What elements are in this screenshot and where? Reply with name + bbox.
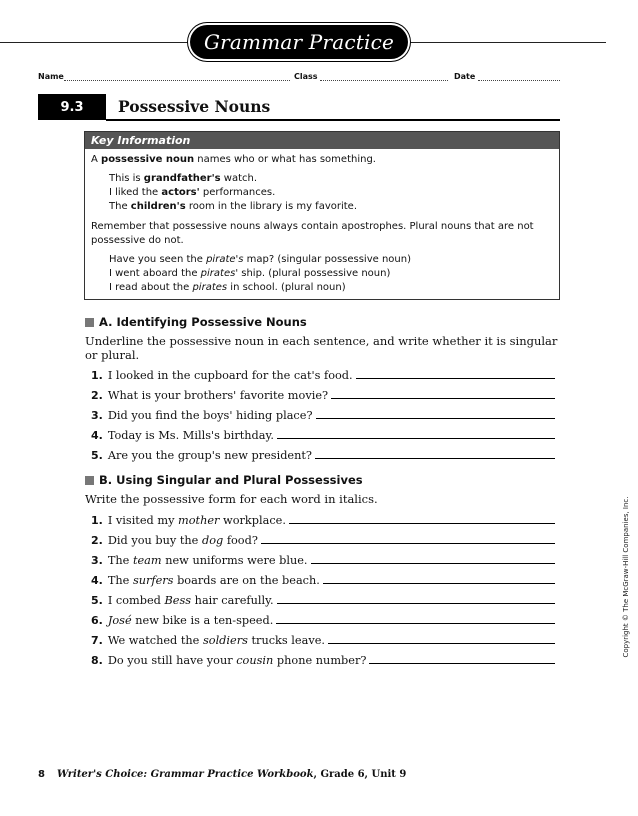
key-example-3-pre: The <box>109 201 131 212</box>
item-text-post: food? <box>223 534 258 547</box>
key-definition <box>91 153 376 166</box>
answer-line[interactable] <box>316 418 555 419</box>
key-example-4-ital: pirate's <box>206 254 244 265</box>
section-a-item-2 <box>91 386 555 402</box>
item-italic-word: dog <box>201 534 224 547</box>
key-example-2 <box>109 186 275 199</box>
key-example-5-ital: pirates' <box>200 268 239 279</box>
item-text-pre: We watched the <box>107 634 203 647</box>
key-definition-pre: A <box>91 154 102 165</box>
item-number: 2. <box>91 534 103 547</box>
key-example-3-bold: children's <box>130 201 186 212</box>
item-text <box>108 534 258 547</box>
book-grade: , Grade 6, Unit 9 <box>313 769 407 780</box>
item-text-pre: The <box>107 554 133 567</box>
item-text-pre: I visited my <box>107 514 179 527</box>
item-italic-word: José <box>107 614 132 627</box>
section-a-heading-text: A. Identifying Possessive Nouns <box>99 315 307 329</box>
item-italic-word: team <box>132 554 162 567</box>
section-b-item-8 <box>91 651 555 667</box>
answer-line[interactable] <box>277 438 555 439</box>
key-example-1-post: watch. <box>220 173 258 184</box>
item-number: 1. <box>91 514 103 527</box>
item-text <box>108 574 320 587</box>
item-text <box>108 514 286 527</box>
item-text: I looked in the cupboard for the cat's food. <box>107 369 353 382</box>
answer-line[interactable] <box>356 378 555 379</box>
answer-line[interactable] <box>289 523 555 524</box>
section-a-instructions-line-2: or plural. <box>85 348 140 362</box>
item-italic-word: Bess <box>164 594 192 607</box>
item-number: 2. <box>91 389 103 402</box>
item-number: 5. <box>91 449 103 462</box>
banner <box>190 25 408 59</box>
item-text: What is your brothers' favorite movie? <box>107 389 329 402</box>
section-a-heading <box>85 315 307 329</box>
square-bullet-icon <box>85 318 94 327</box>
key-example-4-pre: Have you seen the <box>109 254 207 265</box>
square-bullet-icon <box>85 476 94 485</box>
key-example-5-pre: I went aboard the <box>109 268 201 279</box>
key-example-6-ital: pirates <box>192 282 228 293</box>
key-example-4-post: map? (singular possessive noun) <box>243 254 411 265</box>
item-number: 8. <box>91 654 103 667</box>
item-text-post: new bike is a ten-speed. <box>131 614 274 627</box>
item-number: 4. <box>91 574 103 587</box>
page-footer <box>38 769 406 780</box>
key-definition-term: possessive noun <box>101 154 195 165</box>
key-example-6-post: in school. (plural noun) <box>227 282 346 293</box>
answer-line[interactable] <box>369 663 555 664</box>
answer-line[interactable] <box>276 623 555 624</box>
item-text <box>108 554 308 567</box>
section-a-item-3 <box>91 406 555 422</box>
banner-title: Grammar Practice <box>203 30 395 54</box>
item-text <box>108 654 367 667</box>
key-example-1-bold: grandfather's <box>143 173 221 184</box>
item-italic-word: cousin <box>236 654 274 667</box>
page-number: 8 <box>38 769 45 780</box>
section-b-item-4 <box>91 571 555 587</box>
answer-line[interactable] <box>311 563 555 564</box>
section-b-heading-text: B. Using Singular and Plural Possessives <box>99 473 363 487</box>
section-b-item-5 <box>91 591 555 607</box>
copyright-notice: Copyright © The McGraw-Hill Companies, Inc. <box>622 496 630 658</box>
answer-line[interactable] <box>331 398 555 399</box>
key-example-1 <box>109 172 257 185</box>
item-text <box>108 594 274 607</box>
key-remember-line-1: Remember that possessive nouns always contain apostrophes. Plural nouns that are not <box>91 221 534 232</box>
section-b-heading <box>85 473 363 487</box>
section-b-item-6 <box>91 611 555 627</box>
section-a-item-5 <box>91 446 555 462</box>
answer-line[interactable] <box>261 543 555 544</box>
item-number: 1. <box>91 369 103 382</box>
student-info-row <box>38 72 560 86</box>
item-text: Did you find the boys' hiding place? <box>107 409 313 422</box>
key-example-6 <box>109 281 346 294</box>
class-label: Class <box>294 72 318 81</box>
item-italic-word: surfers <box>132 574 174 587</box>
item-number: 3. <box>91 554 103 567</box>
item-text-post: boards are on the beach. <box>173 574 320 587</box>
item-text: Today is Ms. Mills's birthday. <box>107 429 274 442</box>
item-number: 4. <box>91 429 103 442</box>
item-number: 6. <box>91 614 103 627</box>
lesson-title: Possessive Nouns <box>118 97 271 116</box>
name-field[interactable] <box>64 80 290 81</box>
item-text: Are you the group's new president? <box>107 449 312 462</box>
item-number: 3. <box>91 409 103 422</box>
item-number: 7. <box>91 634 103 647</box>
item-number: 5. <box>91 594 103 607</box>
item-text-post: phone number? <box>273 654 367 667</box>
key-definition-post: names who or what has something. <box>194 154 376 165</box>
lesson-rule <box>106 119 560 121</box>
key-info-heading: Key Information <box>85 132 559 149</box>
key-remember-line-2: possessive do not. <box>91 235 184 246</box>
key-example-5 <box>109 267 390 280</box>
item-text-post: hair carefully. <box>191 594 274 607</box>
date-field[interactable] <box>478 80 560 81</box>
section-a-item-4 <box>91 426 555 442</box>
item-text-post: workplace. <box>219 514 286 527</box>
item-text-pre: Do you still have your <box>107 654 237 667</box>
item-text-pre: I combed <box>107 594 165 607</box>
key-example-2-bold: actors' <box>161 187 200 198</box>
date-label: Date <box>454 72 476 81</box>
section-b-instructions: Write the possessive form for each word in italics. <box>85 492 378 506</box>
key-example-2-pre: I liked the <box>109 187 162 198</box>
item-italic-word: soldiers <box>202 634 248 647</box>
item-text-pre: Did you buy the <box>107 534 202 547</box>
book-title: Writer's Choice: Grammar Practice Workbook <box>56 769 314 780</box>
answer-line[interactable] <box>277 603 555 604</box>
key-example-1-pre: This is <box>109 173 144 184</box>
key-example-4 <box>109 253 411 266</box>
section-a-item-1 <box>91 366 555 382</box>
section-b-item-2 <box>91 531 555 547</box>
item-text-post: trucks leave. <box>247 634 325 647</box>
class-field[interactable] <box>320 80 448 81</box>
section-b-item-7 <box>91 631 555 647</box>
lesson-number: 9.3 <box>38 94 106 120</box>
answer-line[interactable] <box>315 458 555 459</box>
answer-line[interactable] <box>323 583 555 584</box>
item-text <box>108 634 325 647</box>
name-label: Name <box>38 72 64 81</box>
key-example-3 <box>109 200 357 213</box>
section-a-instructions-line-1: Underline the possessive noun in each sentence, and write whether it is singular <box>85 334 558 348</box>
item-italic-word: mother <box>178 514 220 527</box>
key-example-3-post: room in the library is my favorite. <box>185 201 357 212</box>
item-text-pre: The <box>107 574 133 587</box>
section-b-item-3 <box>91 551 555 567</box>
key-example-5-post: ship. (plural possessive noun) <box>238 268 391 279</box>
key-example-2-post: performances. <box>199 187 276 198</box>
key-example-6-pre: I read about the <box>109 282 193 293</box>
item-text-post: new uniforms were blue. <box>161 554 308 567</box>
section-b-item-1 <box>91 511 555 527</box>
item-text <box>108 614 273 627</box>
answer-line[interactable] <box>328 643 555 644</box>
